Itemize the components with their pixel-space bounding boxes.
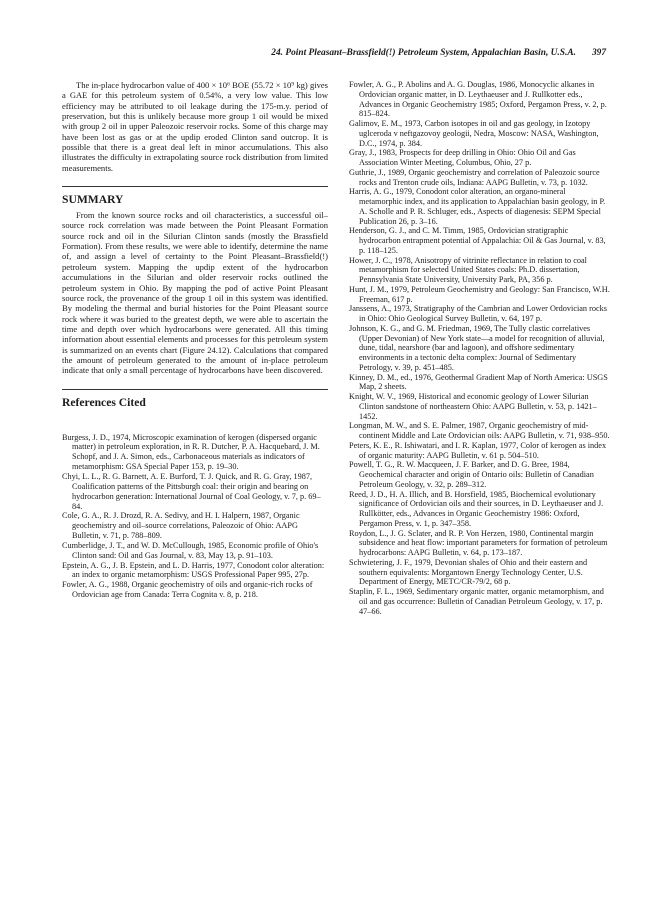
reference-entry: Fowler, A. G., P. Abolins and A. G. Douglas, 1986, Monocyclic alkanes in Ordovician organic matter, in D. Leythaeuser and J. Rullkotter eds., Advances in Organic Geochemistry 1985; Oxford, Pergamon Press, v. 2, p. 815–824. — [349, 80, 607, 119]
reference-entry: Burgess, J. D., 1974, Microscopic examination of kerogen (dispersed organic matter) in petroleum exploration, in R. R. Dutcher, P. A. Hacquebard, J. M. Schopf, and J. A. Simon, eds., Carbonaceous materials as indicators of metamorphism: GSA Special Paper 153, p. 19–30. — [62, 432, 320, 472]
reference-entry: Janssens, A., 1973, Stratigraphy of the Cambrian and Lower Ordovician rocks in Ohio: Ohio Geological Survey Bulletin, v. 64, 197 p. — [349, 304, 607, 323]
reference-entry: Longman, M. W., and S. E. Palmer, 1987, Organic geochemistry of mid-continent Middle and Late Ordovician oils: AAPG Bulletin, v. 71, 938–950. — [349, 421, 610, 440]
reference-entry: Powell, T. G., R. W. Macqueen, J. F. Barker, and D. G. Bree, 1984, Geochemical character and origin of Ontario oils: Bulletin of Canadian Petroleum Geology, v. 32, p. 289–312. — [349, 460, 594, 489]
running-header — [58, 48, 606, 62]
running-title: 24. Point Pleasant–Brassfield(!) Petroleum System, Appalachian Basin, U.S.A. — [271, 48, 576, 58]
reference-entry: Chyi, L. L., R. G. Barnett, A. E. Burford, T. J. Quick, and R. G. Gray, 1987, Coalification patterns of the Pittsburgh coal: their origin and bearing on hydrocarbon generation: International Journal of Coal Geology, v. 7, p. 69–84. — [62, 471, 321, 511]
references-list-right — [349, 80, 611, 616]
reference-entry: Johnson, K. G., and G. M. Friedman, 1969, The Tully clastic correlatives (Upper Devonian) of New York state—a model for recognition of alluvial, dune, tidal, nearshore (bar and lagoon), and offshore sedimentary environments in a tectonic delta complex: Journal of Sedimentary Petrology, v. 39, p. 451–485. — [349, 323, 605, 372]
reference-entry: Cumberlidge, J. T., and W. D. McCullough, 1985, Economic profile of Ohio's Clinton sand: Oil and Gas Journal, v. 83, May 13, p. 91–103. — [62, 540, 319, 560]
reference-entry: Staplin, F. L., 1969, Sedimentary organic matter, organic metamorphism, and oil and gas occurrence: Bulletin of Canadian Petroleum Geology, v. 17, p. 47–66. — [349, 587, 604, 616]
reference-entry: Galimov, E. M., 1973, Carbon isotopes in oil and gas geology, in Izotopy uglceroda v neftgazovoy geologii, Nedra, Moscow: NASA, Washington, D.C., 1974, p. 384. — [349, 119, 599, 148]
references-list-left — [62, 433, 328, 600]
reference-entry: Harris, A. G., 1979, Conodont color alteration, an organo-mineral metamorphic index, and its application to Appalachian basin geology, in P. A. Scholle and P. R. Schluger, eds., Aspects of diagenesis: SEPM Special Publication 26, p. 3–16. — [349, 187, 606, 226]
reference-entry: Henderson, G. J., and C. M. Timm, 1985, Ordovician stratigraphic hydrocarbon entrapment potential of Appalachia: Oil & Gas Journal, v. 83, p. 118–125. — [349, 226, 606, 255]
summary-paragraph: From the known source rocks and oil characteristics, a successful oil–source rock correlation was made between the Point Pleasant Formation source rock and oil in the Silurian Clinton sands (mostly the Brassfield Formation). From these results, we were able to identify, determine the name of, and assign a level of certainty to the Point Pleasant–Brassfield(!) petroleum system. Mapping the updip extent of the hydrocarbon accumulations in the Silurian and older reservoir rocks outlined the petroleum system in Ohio. By mapping the pod of active Point Pleasant source rock, the provenance of the group 1 oil in this system was identified. By modeling the thermal and burial histories for the Point Pleasant source rock where it was buried to the greatest depth, we were able to ascertain the time and depth over which hydrocarbons were generated. All this timing information about essential elements and processes for this petroleum system is summarized on an events chart (Figure 24.12). Calculations that compared the amount of petroleum generated to the amount of in-place petroleum indicate that only a small percentage of hydrocarbons have been discovered. — [62, 210, 328, 376]
reference-entry: Guthrie, J., 1989, Organic geochemistry and correlation of Paleozoic source rocks and Trenton crude oils, Indiana: AAPG Bulletin, v. 73, p. 1032. — [349, 167, 600, 187]
reference-entry: Knight, W. V., 1969, Historical and economic geology of Lower Silurian Clinton sandstone of northeastern Ohio: AAPG Bulletin, v. 53, p. 1421–1452. — [349, 392, 597, 421]
reference-entry: Peters, K. E., R. Ishiwatari, and I. R. Kaplan, 1977, Color of kerogen as index of organic maturity: AAPG Bulletin, v. 61 p. 504–510. — [349, 440, 607, 460]
reference-entry: Kinney, D. M., ed., 1976, Geothermal Gradient Map of North America: USGS Map, 2 sheets. — [349, 372, 608, 392]
reference-entry: Hower, J. C., 1978, Anisotropy of vitrinite reflectance in relation to coal metamorphism for selected United States coals: Ph.D. dissertation, Pennsylvania State University, University Park, PA, 356 p. — [349, 255, 587, 284]
reference-entry: Gray, J., 1983, Prospects for deep drilling in Ohio: Ohio Oil and Gas Association Winter Meeting, Columbus, Ohio, 27 p. — [349, 148, 576, 167]
left-column — [62, 80, 328, 600]
right-column — [349, 80, 611, 616]
reference-entry: Schwietering, J. F., 1979, Devonian shales of Ohio and their eastern and southern equivalents: Morgantown Energy Technology Center, U.S. Department of Energy, METC/CR-79/2, 68 p. — [349, 557, 588, 587]
references-heading: References Cited — [62, 389, 328, 409]
reference-entry: Cole, G. A., R. J. Drozd, R. A. Sedivy, and H. I. Halpern, 1987, Organic geochemistry and oil–source correlations, Paleozoic of Ohio: AAPG Bulletin, v. 71, p. 788–809. — [62, 511, 300, 541]
reference-entry: Roydon, L., J. G. Sclater, and R. P. Von Herzen, 1980, Continental margin subsidence and heat flow: important parameters for formation of petroleum hydrocarbons: AAPG Bulletin, v. 64, p. 173–187. — [349, 528, 608, 557]
reference-entry: Fowler, A. G., 1988, Organic geochemistry of oils and organic-rich rocks of Ordovician age from Canada: Terra Cognita v. 8, p. 218. — [62, 580, 313, 600]
intro-paragraph: The in-place hydrocarbon value of 400 × 10⁶ BOE (55.72 × 10⁹ kg) gives a GAE for this petroleum system of 0.54%, a very low value. This low efficiency may be attributed to oil leakage during the 175-m.y. period of preservation, but this is unlikely because more group 1 oil would be mixed with group 2 oil in upper Paleozoic reservoir rocks. Some of this charge may have been lost as gas or at the updip eroded Clinton sand outcrop. It is possible that there is a great deal left in minor accumulations. This also illustrates the difficulty in extrapolating source rock distribution from limited measurements. — [62, 80, 328, 173]
reference-entry: Reed, J. D., H. A. Illich, and B. Horsfield, 1985, Biochemical evolutionary significance of Ordovician oils and their sources, in D. Leythaeuser and J. Rullkötter, eds., Advances in Organic Geochemistry 1986: Oxford, Pergamon Press, v. 1, p. 347–358. — [349, 489, 604, 528]
summary-heading: SUMMARY — [62, 186, 328, 206]
reference-entry: Epstein, A. G., J. B. Epstein, and L. D. Harris, 1977, Conodont color alteration: an index to organic metamorphism: USGS Professional Paper 995, 27p. — [62, 560, 325, 580]
page-number: 397 — [591, 48, 606, 58]
reference-entry: Hunt, J. M., 1979, Petroleum Geochemistry and Geology: San Francisco, W.H. Freeman, 617 p. — [349, 284, 610, 304]
